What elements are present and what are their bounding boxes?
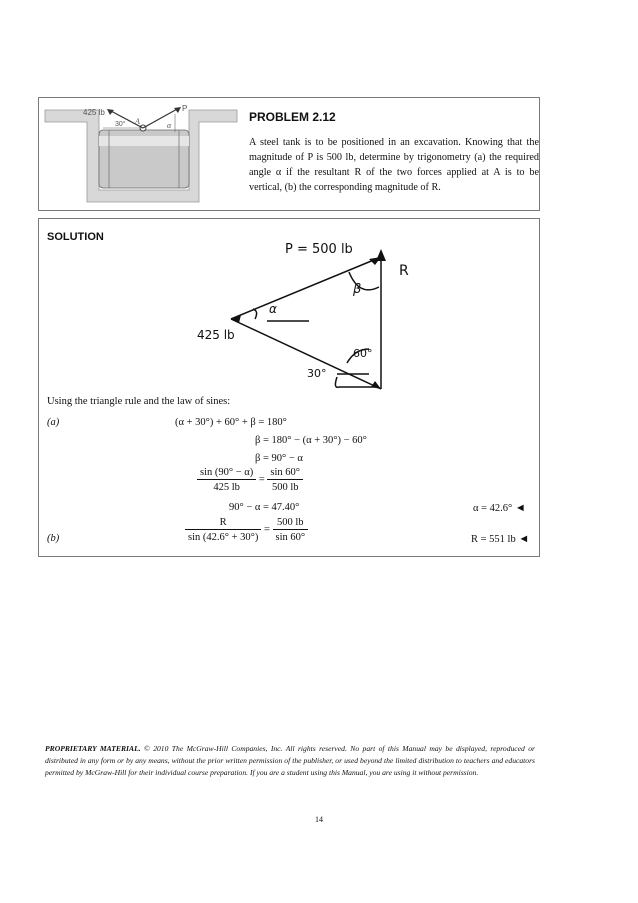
part-b-label: (b): [47, 533, 60, 544]
solution-box: [38, 218, 540, 557]
numerator: 500 lb: [273, 517, 309, 530]
angle-60-label: 60°: [353, 347, 373, 360]
equation-beta-1: β = 180° − (α + 30°) − 60°: [255, 435, 367, 446]
page-number: 14: [315, 815, 323, 824]
equation-alpha-result: 90° − α = 47.40°: [229, 502, 300, 513]
force-triangle-diagram: [189, 237, 419, 397]
answer-b-value: R = 551 lb: [471, 534, 516, 545]
answer-marker-icon: ◄: [518, 533, 530, 545]
footer-text: © 2010 The McGraw-Hill Companies, Inc. All rights reserved. No part of this Manual may be displayed, reproduced or distributed in any form or by any means, without the prior written permission of the publisher, or used beyond the limited distribution to teachers and educators permitted by McGraw-Hill for their individual course preparation. If you are a student using this Manual, you are using it without permission.: [45, 744, 535, 777]
copyright-footer: [45, 743, 535, 779]
answer-a-value: α = 42.6°: [473, 503, 513, 514]
law-of-sines-equation-b: [185, 517, 308, 543]
denominator: sin 60°: [275, 532, 306, 543]
law-of-sines-intro: Using the triangle rule and the law of sines:: [47, 396, 231, 407]
problem-title: PROBLEM 2.12: [249, 110, 336, 124]
equation-angle-sum: (α + 30°) + 60° + β = 180°: [175, 417, 287, 428]
equation-beta-2: β = 90° − α: [255, 453, 303, 464]
equals-sign: =: [263, 524, 270, 536]
equals-sign: =: [258, 474, 265, 486]
denominator: 500 lb: [271, 482, 299, 493]
p-force-label: P = 500 lb: [285, 242, 353, 257]
force-left-label: 425 lb: [83, 108, 105, 117]
beta-angle-label: β: [353, 282, 362, 297]
part-a-label: (a): [47, 417, 60, 428]
resultant-label: R: [399, 263, 409, 279]
point-label: A: [135, 117, 140, 126]
angle-30-label: 30°: [307, 367, 327, 380]
tank-figure: [43, 102, 239, 207]
numerator: sin 60°: [267, 467, 303, 480]
alpha-angle-label: α: [269, 302, 277, 316]
fraction-right-b: [273, 517, 309, 543]
fraction-left-a: [197, 467, 256, 493]
left-force-label: 425 lb: [197, 328, 235, 342]
numerator: R: [185, 517, 261, 530]
law-of-sines-equation-a: [197, 467, 303, 493]
solution-title: SOLUTION: [47, 231, 104, 243]
answer-marker-icon: ◄: [514, 502, 526, 514]
angle-right-label: α: [167, 121, 172, 130]
force-right-label: P: [182, 104, 188, 113]
problem-box: [38, 97, 540, 211]
angle-left-label: 30°: [115, 121, 126, 128]
denominator: 425 lb: [213, 482, 240, 493]
numerator: sin (90° − α): [197, 467, 256, 480]
fraction-left-b: [185, 517, 261, 543]
denominator: sin (42.6° + 30°): [188, 532, 259, 543]
answer-b: [471, 533, 529, 545]
answer-a: [473, 502, 526, 514]
footer-bold: PROPRIETARY MATERIAL.: [45, 744, 141, 753]
problem-statement: A steel tank is to be positioned in an excavation. Knowing that the magnitude of P is 500 lb, determine by trigonometry (a) the required angle α if the resultant R of the two forces applied at A is to be vertical, (b) the corresponding magnitude of R.: [249, 137, 539, 193]
fraction-right-a: [267, 467, 303, 493]
